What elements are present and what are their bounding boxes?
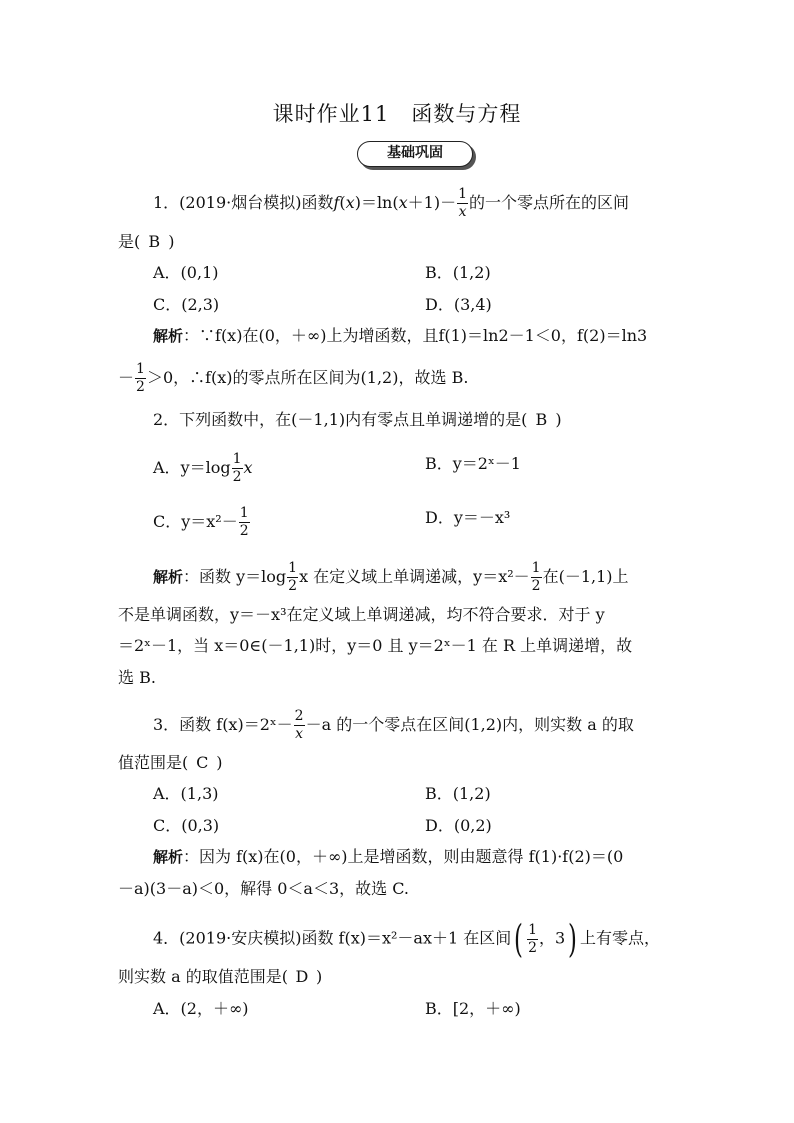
q4-right-paren: ) [568, 917, 578, 961]
q4-answer: D [295, 967, 309, 986]
section-badge: 基础巩固 [357, 141, 473, 167]
q2-stem: 2．下列函数中，在(－1,1)内有零点且单调递增的是( B ) [153, 410, 562, 429]
q1-f-of-x: f [333, 193, 340, 212]
q1-option-a: A．(0,1) [153, 263, 219, 282]
page-title: 课时作业11 函数与方程 [272, 102, 522, 126]
q2-solution-label: 解析 [153, 568, 184, 586]
q1-solution-line1: 解析：∵f(x)在(0，＋∞)上为增函数，且f(1)＝ln2－1＜0，f(2)＝ln3 [153, 326, 648, 345]
q2-option-c: C．y＝x²－ $\frac{1}{2}$ [153, 505, 249, 539]
q2-option-c-fraction: $\frac{1}{2}$ [239, 505, 249, 539]
q3-stem-line2: 值范围是( C ) [118, 753, 223, 772]
q3-fraction: $\frac{2}{x}$ [294, 708, 304, 742]
q2-option-d: D．y＝－x³ [425, 508, 511, 527]
q4-option-a: A．(2，＋∞) [153, 999, 249, 1018]
q1-stem-line2: 是( B ) [118, 232, 175, 251]
q2-option-a-fraction: $\frac{1}{2}$ [232, 451, 242, 485]
q4-left-paren: ( [514, 917, 524, 961]
q1-option-c: C．(2,3) [153, 295, 220, 314]
q2-solution-line1: 解析：函数 y＝log $\frac{1}{2}$ x 在定义域上单调递减，y＝x²－ $\frac{1}{2}$ 在(－1,1)上 [153, 560, 629, 594]
q3-option-c: C．(0,3) [153, 816, 220, 835]
q3-stem-line1: 3．函数 f(x)＝2ˣ－ $\frac{2}{x}$ －a 的一个零点在区间(1,2)内，则实数 a 的取 [153, 708, 634, 742]
q3-solution-line1: 解析：因为 f(x)在(0，＋∞)上是增函数，则由题意得 f(1)·f(2)＝(0 [153, 847, 624, 866]
q4-stem-line1: 4．(2019·安庆模拟)函数 f(x)＝x²－ax＋1 在区间( $\frac{1}{2}$ ，3) 上有零点， [153, 917, 661, 961]
q1-fraction: $\frac{1}{x}$ [458, 186, 467, 220]
q1-solution-fraction: $\frac{1}{2}$ [136, 361, 145, 395]
q1-option-d: D．(3,4) [425, 295, 492, 314]
q1-option-b: B．(1,2) [425, 263, 491, 282]
q2-solution-line3: ＝2ˣ－1，当 x＝0∈(－1,1)时，y＝0 且 y＝2ˣ－1 在 R 上单调递增，故 [118, 636, 633, 655]
q4-stem-line2: 则实数 a 的取值范围是( D ) [118, 967, 323, 986]
q2-solution-line4: 选 B. [118, 668, 156, 687]
q3-option-b: B．(1,2) [425, 784, 491, 803]
q3-answer: C [196, 753, 209, 772]
q3-option-d: D．(0,2) [425, 816, 492, 835]
q2-solution-line2: 不是单调函数，y＝－x³在定义域上单调递减，均不符合要求．对于 y [118, 605, 605, 624]
q2-option-a: A．y＝log $\frac{1}{2}$ x [153, 451, 253, 485]
q3-option-a: A．(1,3) [153, 784, 219, 803]
q3-solution-label: 解析 [153, 848, 184, 866]
q4-fraction: $\frac{1}{2}$ [528, 921, 538, 956]
q1-answer: B [148, 232, 161, 251]
q3-solution-line2: －a)(3－a)＜0，解得 0＜a＜3，故选 C. [118, 879, 409, 898]
q2-answer: B [535, 410, 548, 429]
q1-solution-line2: － $\frac{1}{2}$ ＞0，∴f(x)的零点所在区间为(1,2)，故选 B. [118, 361, 469, 395]
q1-stem-line1: 1．(2019·烟台模拟)函数f(x)＝ln(x＋1)－ $\frac{1}{x}$ 的一个零点所在的区间 [153, 186, 630, 220]
q2-option-b: B．y＝2ˣ－1 [425, 454, 521, 473]
q4-option-b: B．[2，＋∞) [425, 999, 521, 1018]
q1-solution-label: 解析 [153, 327, 184, 345]
